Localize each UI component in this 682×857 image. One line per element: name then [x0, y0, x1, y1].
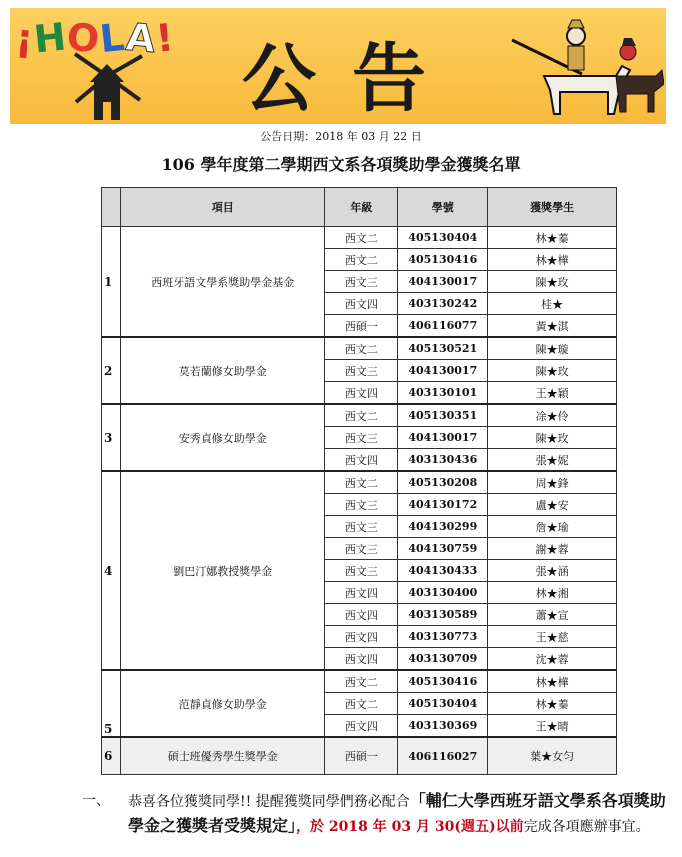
- student-name-cell: 林★樺: [488, 670, 617, 693]
- notice-rule-title: 「輔仁大學西班牙語文學系各項獎助學金之獲獎者受獎規定」: [128, 791, 666, 835]
- grade-cell: 西文四: [325, 582, 398, 604]
- item-number: 6: [102, 737, 121, 775]
- student-id-cell: 405130521: [398, 337, 488, 360]
- windmill-icon: [70, 52, 150, 122]
- item-number: 4: [102, 471, 121, 670]
- student-name-cell: 林★樺: [488, 249, 617, 271]
- student-name-cell: 沈★蓉: [488, 648, 617, 671]
- grade-cell: 西碩一: [325, 737, 398, 775]
- header-student-id: 學號: [398, 188, 488, 227]
- student-name-cell: 凃★伶: [488, 404, 617, 427]
- grade-cell: 西文二: [325, 670, 398, 693]
- student-id-cell: 404130299: [398, 516, 488, 538]
- student-id-cell: 403130709: [398, 648, 488, 671]
- grade-cell: 西文三: [325, 516, 398, 538]
- student-id-cell: 404130017: [398, 360, 488, 382]
- student-id-cell: 403130101: [398, 382, 488, 405]
- student-id-cell: 403130436: [398, 449, 488, 472]
- grade-cell: 西文三: [325, 538, 398, 560]
- grade-cell: 西文二: [325, 249, 398, 271]
- notice-paragraph: [82, 789, 668, 839]
- student-id-cell: 403130242: [398, 293, 488, 315]
- grade-cell: 西文二: [325, 337, 398, 360]
- student-id-cell: 403130773: [398, 626, 488, 648]
- student-name-cell: 張★妮: [488, 449, 617, 472]
- header-item: 項目: [120, 188, 325, 227]
- table-row: [102, 227, 617, 249]
- student-name-cell: 周★鋒: [488, 471, 617, 494]
- award-table: [101, 187, 617, 775]
- student-name-cell: 王★慈: [488, 626, 617, 648]
- grade-cell: 西文二: [325, 693, 398, 715]
- grade-cell: 西文二: [325, 227, 398, 249]
- student-name-cell: 陳★玫: [488, 271, 617, 293]
- grade-cell: 西文四: [325, 648, 398, 671]
- grade-cell: 西文四: [325, 449, 398, 472]
- notice-text-1: 恭喜各位獲獎同學!! 提醒獲獎同學們務必配合: [128, 794, 410, 810]
- student-name-cell: 謝★蓉: [488, 538, 617, 560]
- student-name-cell: 盧★安: [488, 494, 617, 516]
- grade-cell: 西文三: [325, 494, 398, 516]
- student-name-cell: 王★穎: [488, 382, 617, 405]
- grade-cell: 西碩一: [325, 315, 398, 338]
- scholarship-name: 安秀貞修女助學金: [120, 404, 325, 471]
- banner: [10, 8, 666, 124]
- student-id-cell: 404130433: [398, 560, 488, 582]
- notice-text-2: 完成各項應辦事宜。: [523, 819, 650, 835]
- don-quixote-illustration: [504, 14, 664, 124]
- grade-cell: 西文三: [325, 427, 398, 449]
- student-name-cell: 桂★: [488, 293, 617, 315]
- notice-bullet: 一、: [82, 793, 110, 809]
- grade-cell: 西文二: [325, 404, 398, 427]
- grade-cell: 西文四: [325, 293, 398, 315]
- student-id-cell: 405130404: [398, 693, 488, 715]
- scholarship-name: 西班牙語文學系獎助學金基金: [120, 227, 325, 338]
- student-name-cell: 林★蓁: [488, 227, 617, 249]
- table-header-row: [102, 188, 617, 227]
- item-number: 5: [102, 670, 121, 737]
- table-row: [102, 471, 617, 494]
- student-name-cell: 張★涵: [488, 560, 617, 582]
- student-id-cell: 404130759: [398, 538, 488, 560]
- document-title: 106 學年度第二學期西文系各項獎助學金獲獎名單: [161, 155, 521, 174]
- award-table-body: [102, 227, 617, 775]
- student-id-cell: 404130017: [398, 427, 488, 449]
- notice-deadline: ，於 2018 年 03 月 30(週五)以前: [296, 819, 524, 835]
- item-number: 2: [102, 337, 121, 404]
- student-name-cell: 陳★玫: [488, 360, 617, 382]
- student-name-cell: 葉★女匀: [488, 737, 617, 775]
- table-row: [102, 670, 617, 693]
- item-number: 3: [102, 404, 121, 471]
- student-name-cell: 陳★璇: [488, 337, 617, 360]
- grade-cell: 西文二: [325, 471, 398, 494]
- student-name-cell: 林★蓁: [488, 693, 617, 715]
- student-id-cell: 405130208: [398, 471, 488, 494]
- scholarship-name: 范靜貞修女助學金: [120, 670, 325, 737]
- table-row: [102, 337, 617, 360]
- header-student: 獲獎學生: [488, 188, 617, 227]
- hola-letter: A: [123, 14, 158, 62]
- student-id-cell: 406116077: [398, 315, 488, 338]
- scholarship-name: 碩士班優秀學生獎學金: [120, 737, 325, 775]
- header-no: [102, 188, 121, 227]
- student-id-cell: 403130400: [398, 582, 488, 604]
- announcement-date: 公告日期：2018 年 03 月 22 日: [260, 130, 422, 143]
- grade-cell: 西文三: [325, 560, 398, 582]
- student-id-cell: 406116027: [398, 737, 488, 775]
- grade-cell: 西文三: [325, 360, 398, 382]
- student-id-cell: 405130404: [398, 227, 488, 249]
- header-grade: 年級: [325, 188, 398, 227]
- student-id-cell: 403130369: [398, 715, 488, 738]
- grade-cell: 西文四: [325, 715, 398, 738]
- hola-letter: O: [65, 14, 103, 62]
- banner-title: 公告: [242, 36, 462, 122]
- hola-letter: !: [153, 15, 177, 61]
- item-number: 1: [102, 227, 121, 338]
- student-id-cell: 405130351: [398, 404, 488, 427]
- student-id-cell: 403130589: [398, 604, 488, 626]
- grade-cell: 西文四: [325, 382, 398, 405]
- grade-cell: 西文三: [325, 271, 398, 293]
- grade-cell: 西文四: [325, 626, 398, 648]
- student-name-cell: 詹★瑜: [488, 516, 617, 538]
- student-id-cell: 404130017: [398, 271, 488, 293]
- table-row: [102, 737, 617, 775]
- student-name-cell: 王★晴: [488, 715, 617, 738]
- student-name-cell: 林★湘: [488, 582, 617, 604]
- student-id-cell: 404130172: [398, 494, 488, 516]
- scholarship-name: 劉巴汀娜教授獎學金: [120, 471, 325, 670]
- table-row: [102, 404, 617, 427]
- hola-letter: H: [32, 14, 70, 62]
- student-name-cell: 蕭★宣: [488, 604, 617, 626]
- hola-letter: L: [98, 14, 128, 62]
- hola-letter: ¡: [14, 15, 37, 61]
- student-name-cell: 陳★玫: [488, 427, 617, 449]
- student-id-cell: 405130416: [398, 670, 488, 693]
- student-id-cell: 405130416: [398, 249, 488, 271]
- student-name-cell: 黃★淇: [488, 315, 617, 338]
- grade-cell: 西文四: [325, 604, 398, 626]
- scholarship-name: 莫若蘭修女助學金: [120, 337, 325, 404]
